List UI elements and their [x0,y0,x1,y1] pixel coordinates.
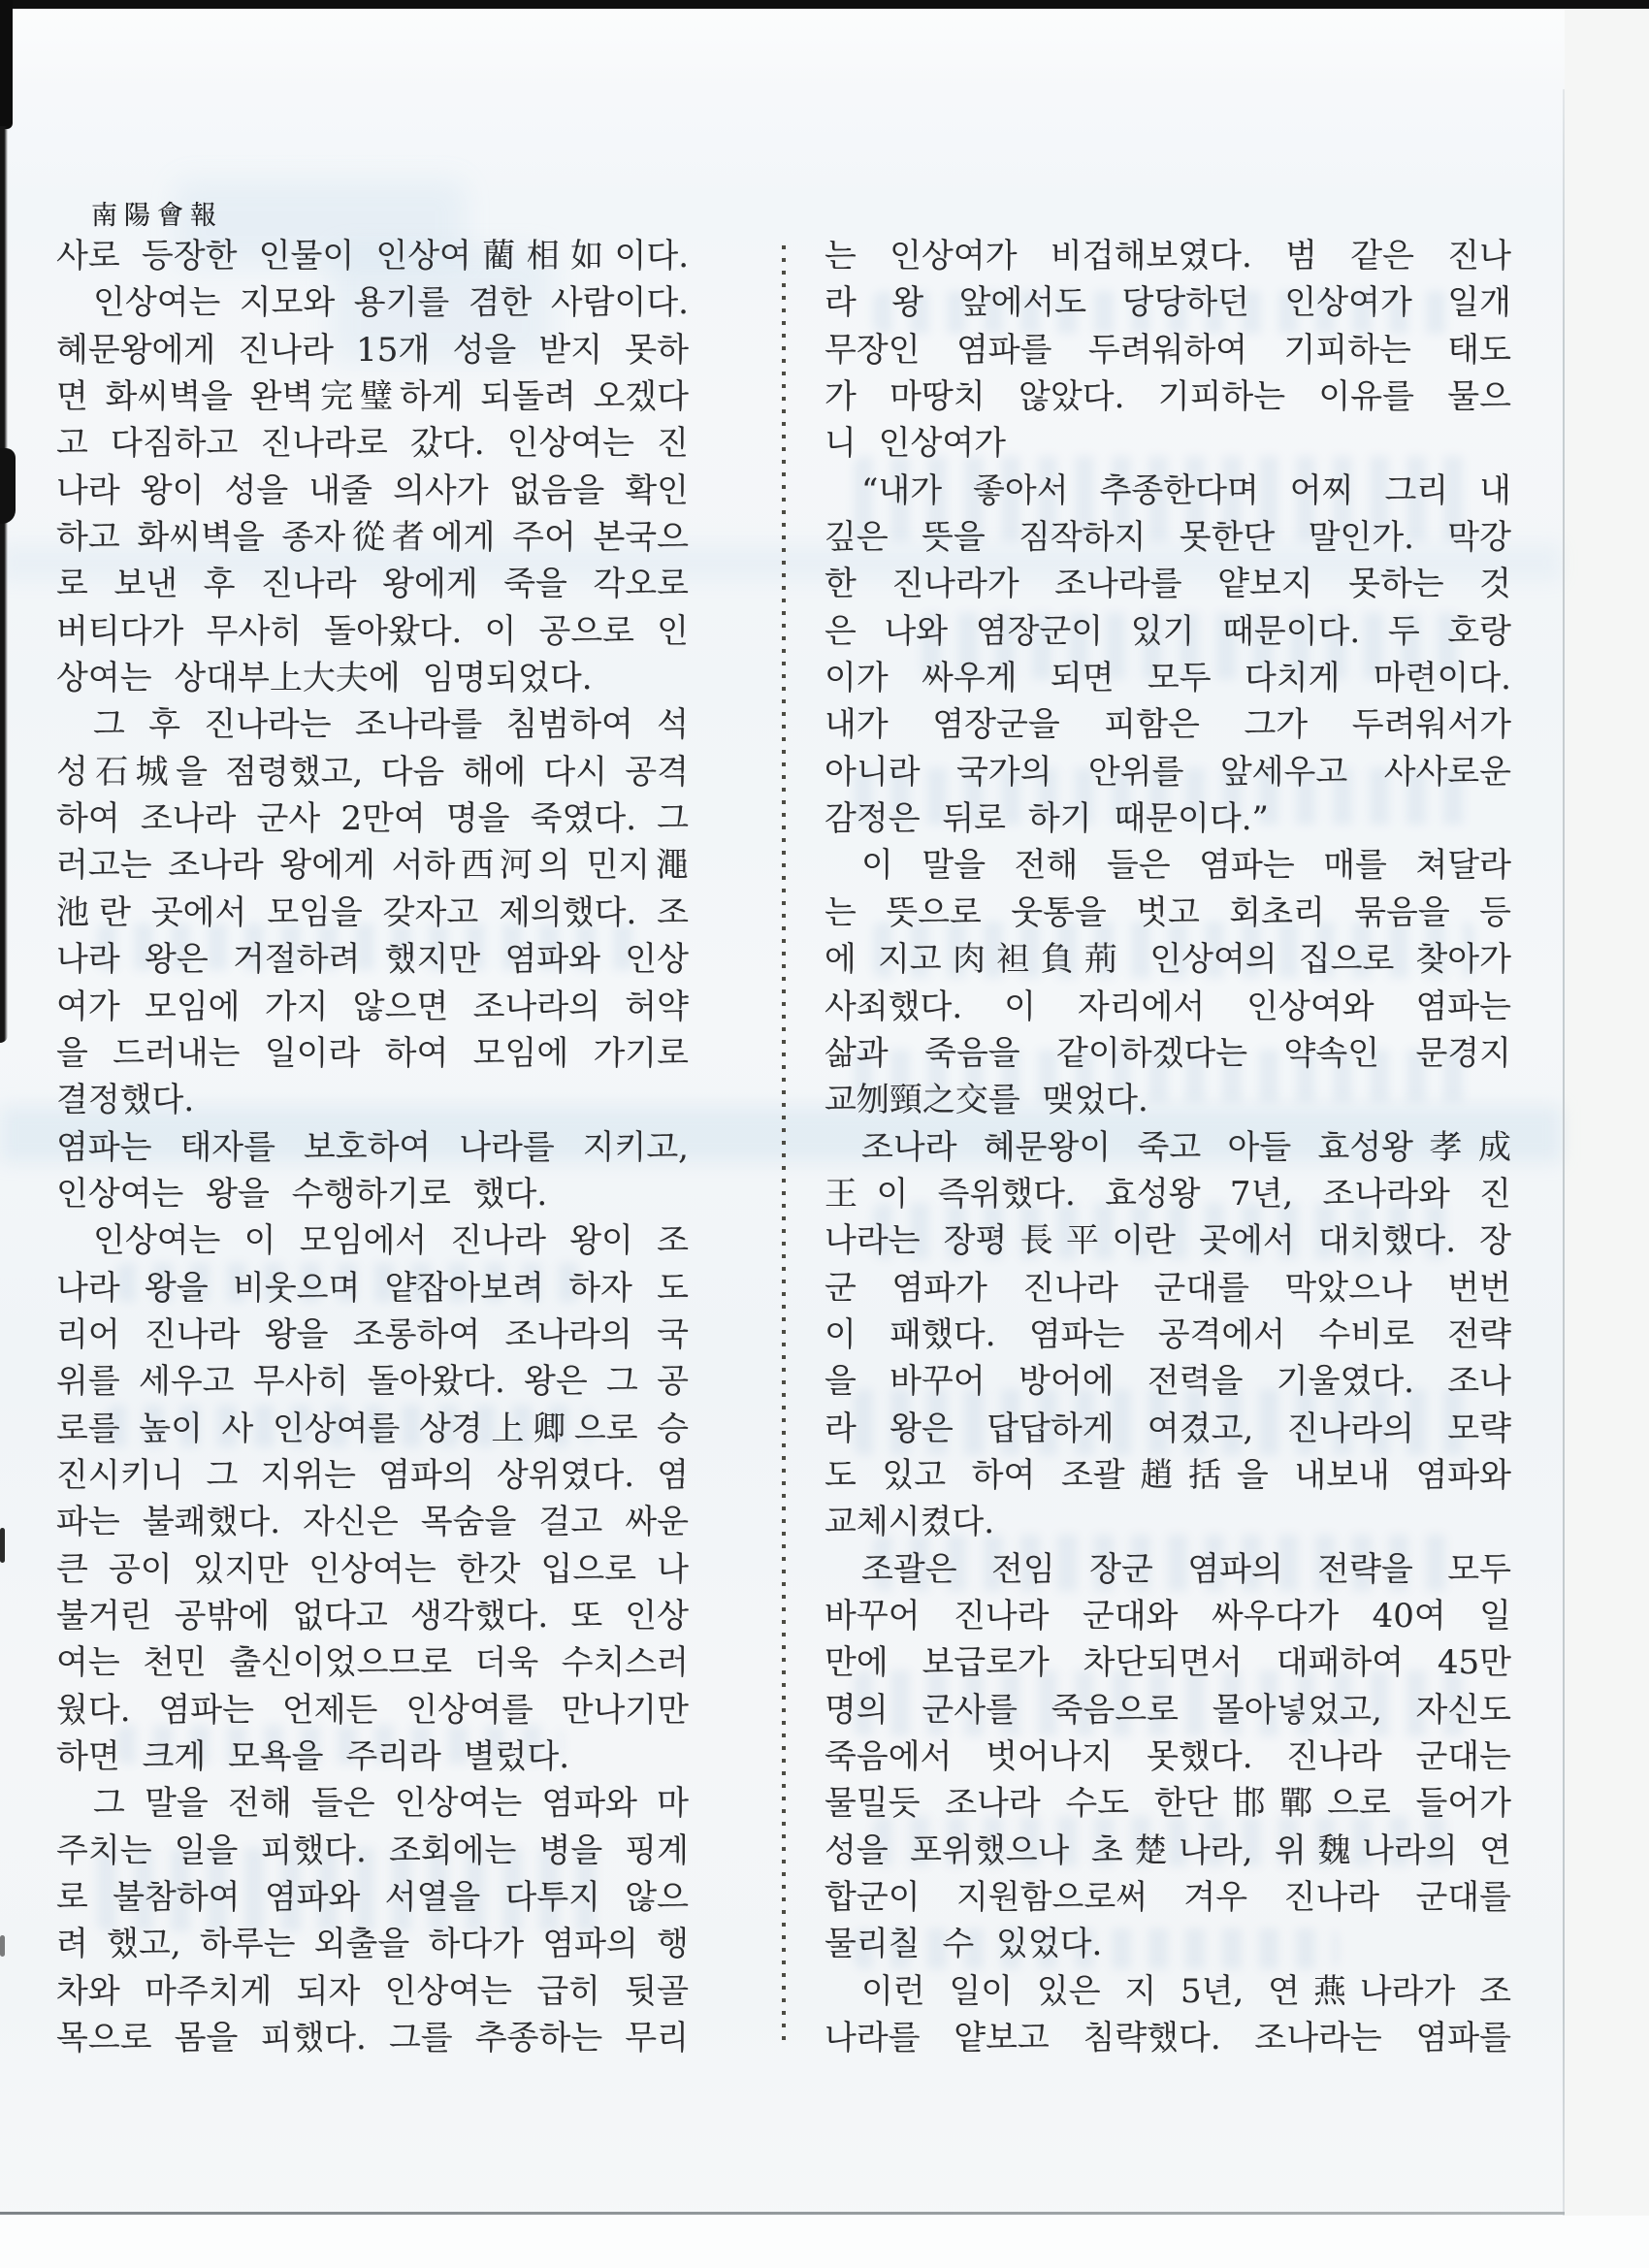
text-line: 그 말을 전해 들은 인상여는 염파와 마 [93,1784,689,1824]
text-line: 에 지고肉袒負荊 인상여의 집으로 찾아가 [824,940,1511,980]
text-line: 깊은 뜻을 짐작하지 못한단 말인가. 막강 [824,518,1511,558]
text-line: 불거린 공밖에 없다고 생각했다. 또 인상 [56,1596,689,1636]
page-right-edge [1563,89,1565,2216]
text-line: 러고는 조나라 왕에게 서하西河의 민지澠 [56,846,689,886]
text-line: 사로 등장한 인물이 인상여藺相如이다. [56,237,689,275]
text-line: 리어 진나라 왕을 조롱하여 조나라의 국 [56,1314,689,1354]
scanner-right-margin [1565,0,1649,2268]
text-line: 가 마땅치 않았다. 기피하는 이유를 물으 [824,377,1511,417]
text-line: 물밀듯 조나라 수도 한단邯鄲으로 들어가 [824,1784,1511,1824]
text-line: 로 불참하여 염파와 서열을 다투지 않으 [56,1878,689,1918]
text-line: 그 후 진나라는 조나라를 침범하여 석 [93,705,689,745]
text-line: 이런 일이 있은 지 5년, 연燕나라가 조 [861,1971,1511,2011]
scan-edge-left-strip [0,126,8,1043]
text-line: 도 있고 하여 조괄趙括을 내보내 염파와 [824,1455,1511,1495]
scan-edge-left-corner [0,0,13,129]
scan-edge-left-dash [0,1935,5,1957]
text-line: 물리칠 수 있었다. [824,1925,1103,1964]
text-line: “내가 좋아서 추종한다며 어찌 그리 내 [861,470,1511,510]
text-line: 내가 염장군을 피함은 그가 두려워서가 [824,705,1511,745]
page-bottom-edge [0,2212,1565,2215]
text-line: 여는 천민 출신이었으므로 더욱 수치스러 [56,1643,689,1683]
text-line: 인상여는 이 모임에서 진나라 왕이 조 [93,1221,689,1261]
column-divider [782,245,786,2040]
scan-edge-top [0,0,1649,9]
text-line: 큰 공이 있지만 인상여는 한갓 입으로 나 [56,1549,689,1589]
text-line: 무장인 염파를 두려워하여 기피하는 태도 [824,330,1511,370]
text-line: 나라는 장평長平이란 곳에서 대치했다. 장 [824,1221,1511,1261]
text-line: 은 나와 염장군이 있기 때문이다. 두 호랑 [824,611,1511,651]
scan-edge-left-bulge [0,448,16,524]
text-line: 성石城을 점령했고, 다음 해에 다시 공격 [56,752,689,792]
text-line: 교刎頸之交를 맺었다. [824,1081,1148,1120]
text-line: 군 염파가 진나라 군대를 막았으나 번번 [824,1268,1511,1308]
text-line: 나라 왕을 비웃으며 얕잡아보려 하자 도 [56,1268,689,1308]
article-left-column [56,233,689,2061]
text-line: 아니라 국가의 안위를 앞세우고 사사로운 [824,752,1511,792]
text-line: 로를 높이 사 인상여를 상경上卿으로 승 [56,1409,689,1448]
text-line: 감정은 뒤로 하기 때문이다.” [824,799,1269,839]
text-line: 한 진나라가 조나라를 얕보지 못하는 것 [824,565,1511,604]
text-line: 하면 크게 모욕을 주리라 별렀다. [56,1737,570,1776]
text-line: 池란 곳에서 모임을 갖자고 제의했다. 조 [56,892,689,932]
text-line: 하고 화씨벽을 종자從者에게 주어 본국으 [56,518,689,558]
text-line: 니 인상여가 [824,424,1007,464]
text-line: 만에 보급로가 차단되면서 대패하여 45만 [824,1643,1511,1683]
text-line: 상여는 상대부上大夫에 임명되었다. [56,659,593,698]
scanner-bottom-margin [0,2216,1649,2268]
text-line: 버티다가 무사히 돌아왔다. 이 공으로 인 [56,611,689,651]
text-line: 혜문왕에게 진나라 15개 성을 받지 못하 [56,330,689,370]
text-line: 바꾸어 진나라 군대와 싸우다가 40여 일 [824,1596,1511,1636]
scan-edge-left-dash [0,1528,5,1563]
text-line: 이 패했다. 염파는 공격에서 수비로 전략 [824,1314,1511,1354]
text-line: 파는 불쾌했다. 자신은 목숨을 걸고 싸운 [56,1503,689,1542]
text-line: 합군이 지원함으로써 겨우 진나라 군대를 [824,1878,1511,1918]
text-line: 인상여는 왕을 수행하기로 했다. [56,1174,548,1214]
text-line: 하여 조나라 군사 2만여 명을 죽였다. 그 [56,799,689,839]
text-line: 인상여는 지모와 용기를 겸한 사람이다. [93,283,689,323]
text-line: 나라 왕이 성을 내줄 의사가 없음을 확인 [56,470,689,510]
text-line: 는 뜻으로 웃통을 벗고 회초리 묶음을 등 [824,892,1511,932]
text-line: 고 다짐하고 진나라로 갔다. 인상여는 진 [56,424,689,464]
text-line: 는 인상여가 비겁해보였다. 범 같은 진나 [824,237,1511,275]
text-line: 면 화씨벽을 완벽完璧하게 되돌려 오겠다 [56,377,689,417]
text-line: 결정했다. [56,1081,195,1120]
text-line: 웠다. 염파는 언제든 인상여를 만나기만 [56,1690,689,1730]
text-line: 진시키니 그 지위는 염파의 상위였다. 염 [56,1455,689,1495]
text-line: 명의 군사를 죽음으로 몰아넣었고, 자신도 [824,1690,1511,1730]
text-line: 목으로 몸을 피했다. 그를 추종하는 무리 [56,2019,689,2058]
text-line: 라 왕은 답답하게 여겼고, 진나라의 모략 [824,1409,1511,1448]
text-line: 조괄은 전임 장군 염파의 전략을 모두 [861,1549,1511,1589]
text-line: 주치는 일을 피했다. 조회에는 병을 핑계 [56,1831,689,1870]
text-line: 염파는 태자를 보호하여 나라를 지키고, [56,1127,689,1167]
text-line: 王이 즉위했다. 효성왕 7년, 조나라와 진 [824,1174,1511,1214]
text-line: 라 왕 앞에서도 당당하던 인상여가 일개 [824,283,1511,323]
text-line: 여가 모임에 가지 않으면 조나라의 허약 [56,987,689,1026]
text-line: 차와 마주치게 되자 인상여는 급히 뒷골 [56,1971,689,2011]
text-line: 나라 왕은 거절하려 했지만 염파와 인상 [56,940,689,980]
text-line: 이 말을 전해 들은 염파는 매를 쳐달라 [861,846,1511,886]
article-right-column [824,233,1511,2061]
text-line: 려 했고, 하루는 외출을 하다가 염파의 행 [56,1925,689,1964]
text-line: 로 보낸 후 진나라 왕에게 죽을 각오로 [56,565,689,604]
text-line: 교체시켰다. [824,1503,995,1542]
text-line: 성을 포위했으나 초楚나라, 위魏나라의 연 [824,1831,1511,1870]
text-line: 사죄했다. 이 자리에서 인상여와 염파는 [824,987,1511,1026]
text-line: 조나라 혜문왕이 죽고 아들 효성왕孝成 [861,1127,1511,1167]
text-line: 나라를 얕보고 침략했다. 조나라는 염파를 [824,2019,1511,2058]
text-line: 죽음에서 벗어나지 못했다. 진나라 군대는 [824,1737,1511,1776]
text-line: 위를 세우고 무사히 돌아왔다. 왕은 그 공 [56,1362,689,1402]
text-line: 을 바꾸어 방어에 전력을 기울였다. 조나 [824,1362,1511,1402]
masthead-title: 南陽會報 [91,201,223,231]
text-line: 이가 싸우게 되면 모두 다치게 마련이다. [824,659,1511,698]
text-line: 을 드러내는 일이라 하여 모임에 가기로 [56,1033,689,1073]
text-line: 삶과 죽음을 같이하겠다는 약속인 문경지 [824,1033,1511,1073]
